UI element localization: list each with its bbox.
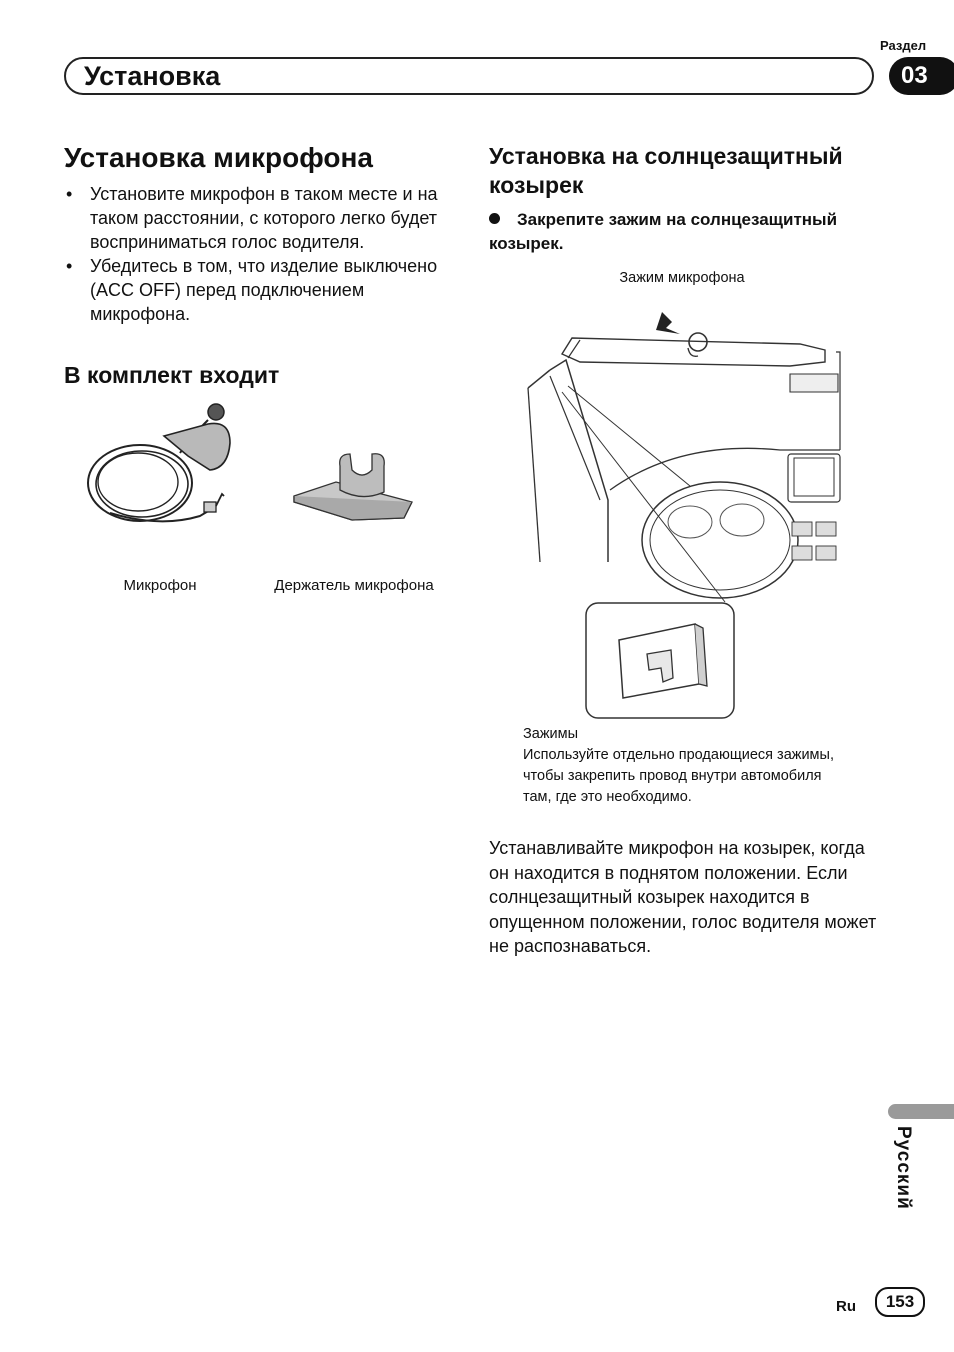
clamps-description: Используйте отдельно продающиеся зажимы, чтобы закрепить провод внутри автомобиля там, где это необходимо. [523, 747, 834, 805]
clamps-note [523, 724, 853, 808]
body-paragraph: Устанавливайте микрофон на козырек, когда он находится в поднятом положении. Если солнцезащитный козырек находится в опущенном положении, голос водителя может не распознаваться. [489, 838, 877, 956]
language-label [880, 1126, 940, 1236]
car-interior-illustration [520, 300, 840, 570]
list-item: • Убедитесь в том, что изделие выключено (ACC OFF) перед подключением микрофона. [64, 254, 446, 326]
chapter-title: Установка [84, 61, 221, 91]
microphone-illustration [80, 398, 250, 538]
holder-illustration [292, 450, 417, 525]
kit-heading: В комплект входит [64, 362, 280, 388]
holder-caption: Держатель микрофона [274, 577, 434, 594]
page-title: Установка микрофона [64, 142, 373, 173]
section-number-badge: 03 [889, 57, 954, 95]
language-tab [888, 1104, 954, 1119]
instruction-list [64, 182, 446, 326]
language-code: Ru [836, 1298, 856, 1315]
clamps-label: Зажимы [523, 726, 579, 742]
microphone-caption: Микрофон [123, 577, 197, 594]
step-instruction [489, 208, 869, 256]
section-label: Раздел [880, 38, 927, 53]
section-heading: Установка на солнцезащитный козырек [489, 143, 843, 198]
language-text: Русский [893, 1126, 914, 1210]
page-number: 153 [875, 1287, 925, 1317]
list-item: • Установите микрофон в таком месте и на таком расстоянии, с которого легко будет восприниматься голос водителя. [64, 182, 446, 254]
step-text: Закрепите зажим на солнцезащитный козырек. [489, 210, 838, 253]
step-bullet-icon [489, 213, 500, 224]
figure-label: Зажим микрофона [619, 270, 745, 286]
clamp-detail-illustration [585, 602, 737, 720]
